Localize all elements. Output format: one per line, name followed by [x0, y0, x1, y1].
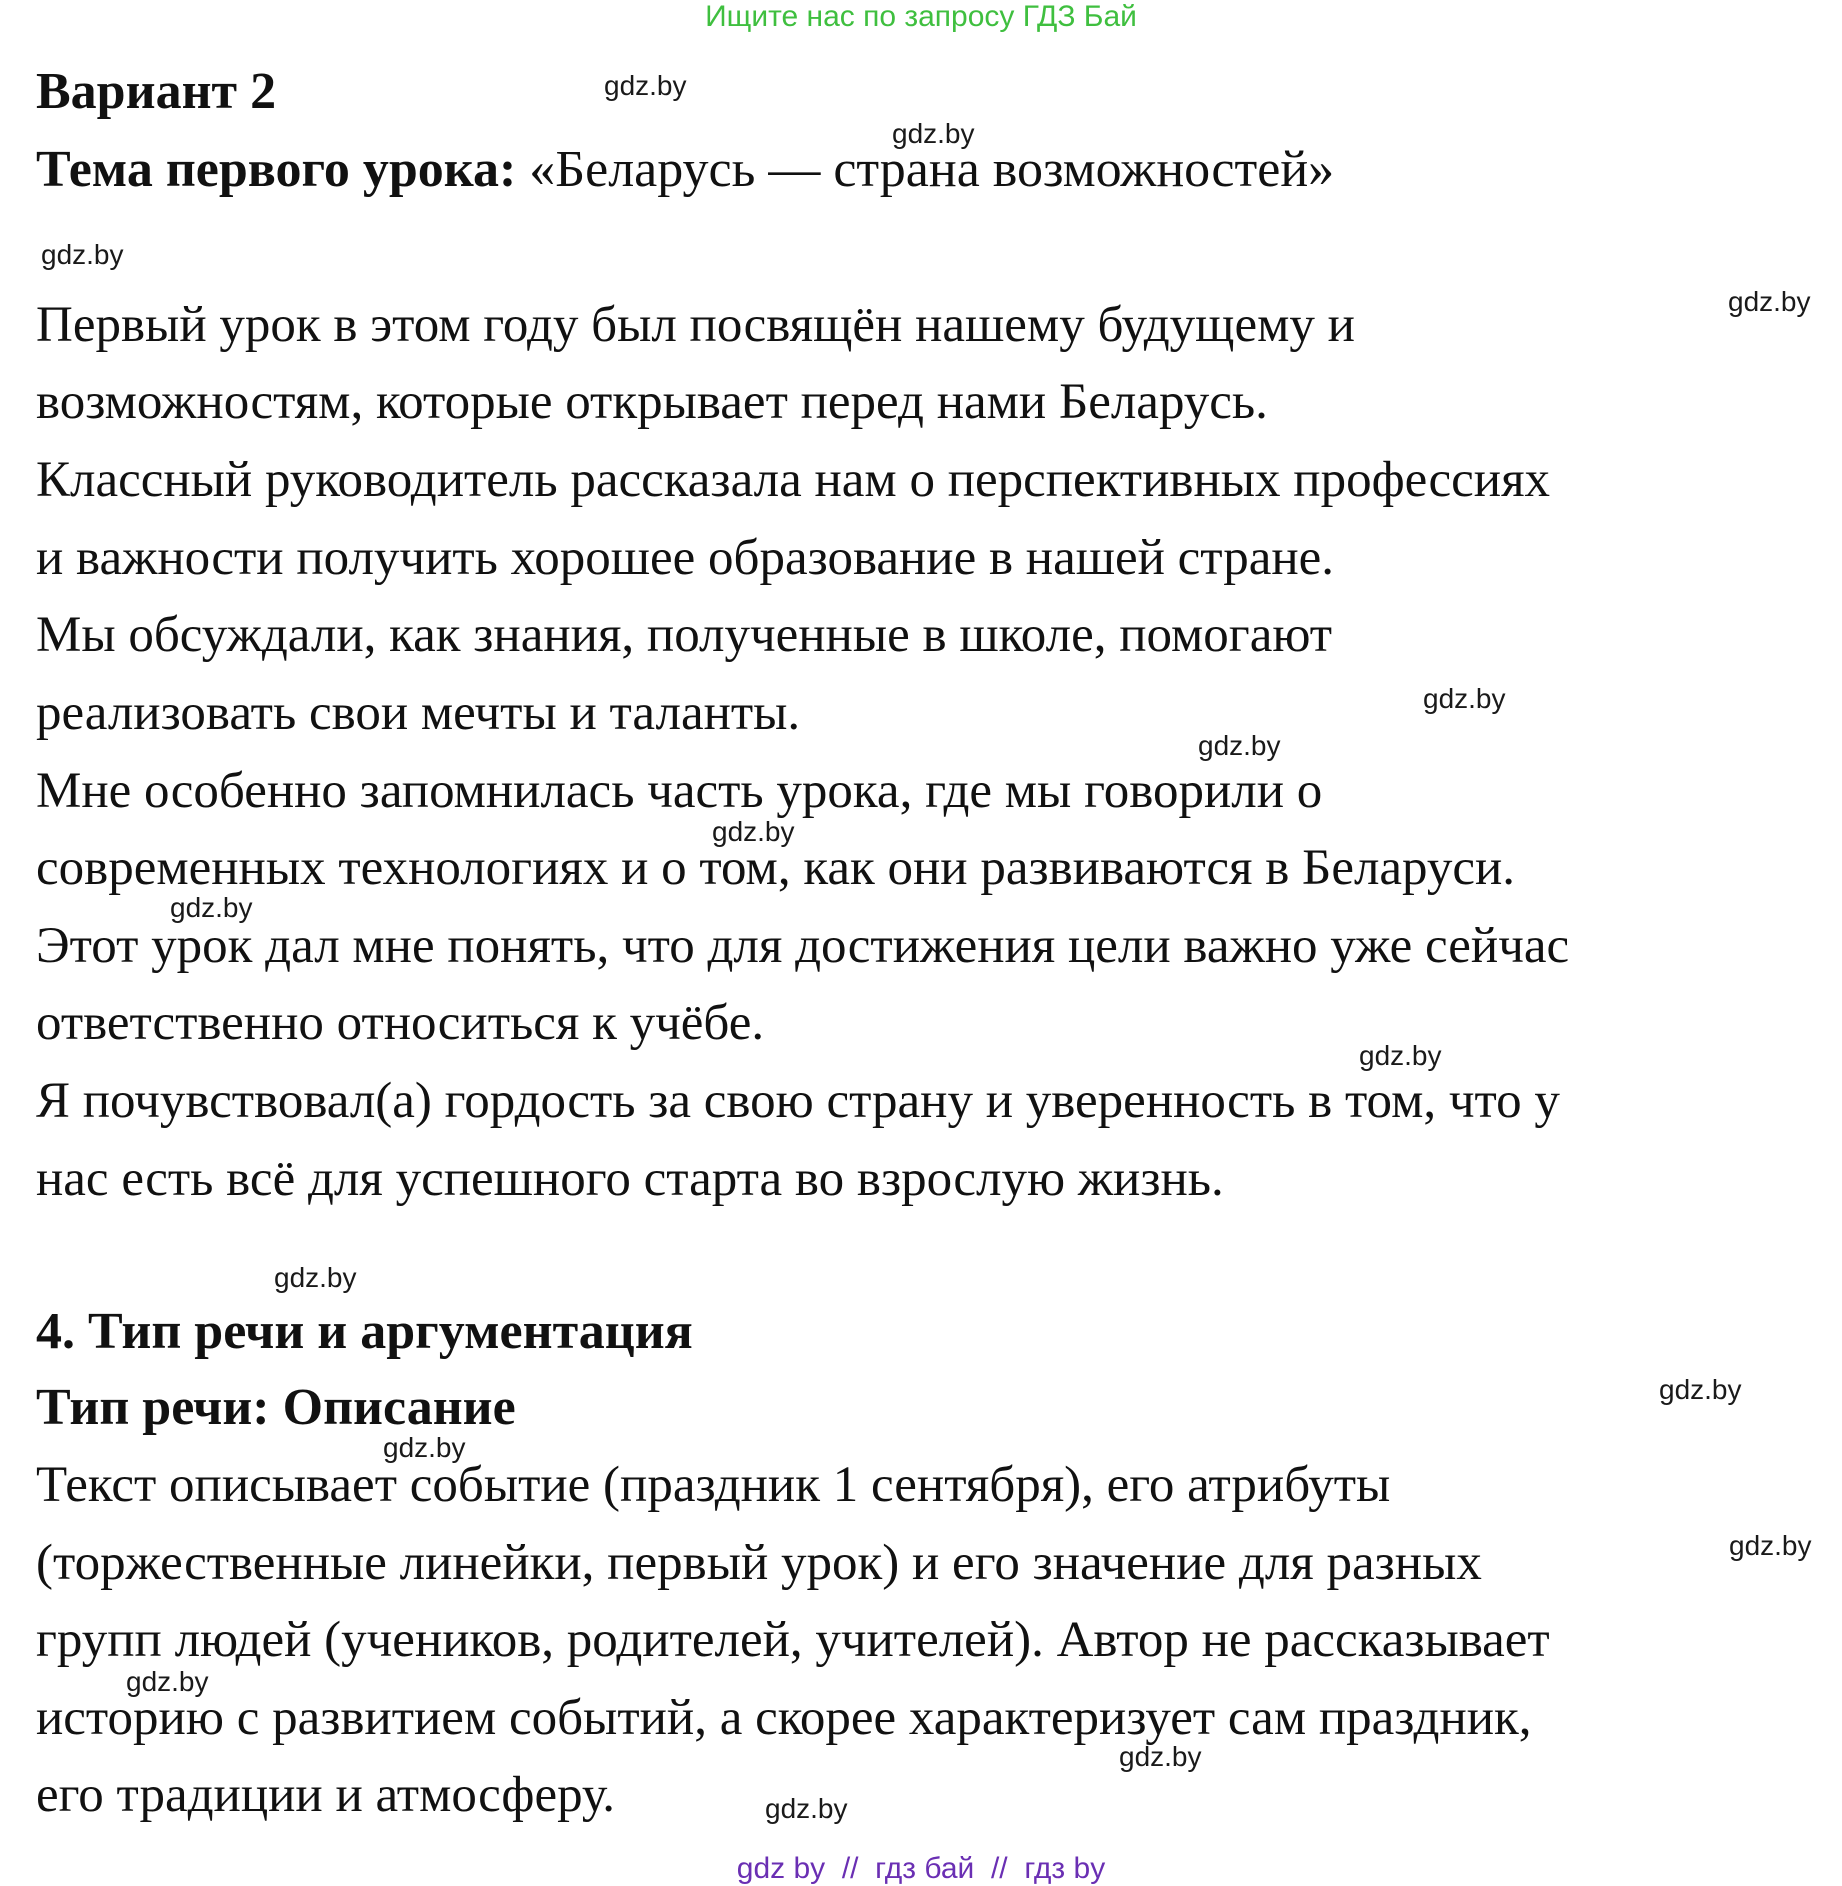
watermark: gdz.by	[41, 239, 124, 270]
description-line: Текст описывает событие (праздник 1 сентября), его атрибуты	[36, 1457, 1391, 1513]
watermark: gdz.by	[1729, 1530, 1812, 1561]
section-4-title: 4. Тип речи и аргументация	[36, 1303, 693, 1360]
watermark: gdz.by	[1359, 1040, 1442, 1071]
body-line: ответственно относиться к учёбе.	[36, 995, 765, 1051]
body-line: реализовать свои мечты и таланты.	[36, 685, 801, 741]
lesson-topic	[36, 140, 1334, 199]
top-banner: Ищите нас по запросу ГДЗ Бай	[705, 0, 1137, 33]
speech-type-heading: Тип речи: Описание	[36, 1379, 516, 1436]
watermark: gdz.by	[1198, 730, 1281, 761]
watermark: gdz.by	[1728, 286, 1811, 317]
watermark: gdz.by	[712, 816, 795, 847]
watermark: gdz.by	[1119, 1741, 1202, 1772]
variant-title: Вариант 2	[36, 63, 277, 120]
watermark: gdz.by	[170, 892, 253, 923]
footer-links: gdz by // гдз бай // гдз by	[736, 1852, 1106, 1885]
lesson-topic-label: Тема первого урока:	[36, 141, 517, 198]
watermark: gdz.by	[1659, 1374, 1742, 1405]
body-line: и важности получить хорошее образование в нашей стране.	[36, 530, 1335, 586]
body-line: нас есть всё для успешного старта во взрослую жизнь.	[36, 1151, 1224, 1207]
body-line: Мне особенно запомнилась часть урока, где мы говорили о	[36, 763, 1323, 819]
watermark: gdz.by	[1423, 683, 1506, 714]
description-line: (торжественные линейки, первый урок) и его значение для разных	[36, 1535, 1482, 1591]
body-line: Я почувствовал(а) гордость за свою страну и уверенность в том, что у	[36, 1073, 1560, 1129]
body-line: Этот урок дал мне понять, что для достижения цели важно уже сейчас	[36, 918, 1570, 974]
body-line: возможностям, которые открывает перед нами Беларусь.	[36, 374, 1268, 430]
lesson-topic-value: «Беларусь — страна возможностей»	[529, 141, 1335, 198]
body-line: Классный руководитель рассказала нам о перспективных профессиях	[36, 452, 1551, 508]
body-line: Первый урок в этом году был посвящён нашему будущему и	[36, 297, 1355, 353]
description-line: его традиции и атмосферу.	[36, 1767, 616, 1823]
watermark: gdz.by	[765, 1793, 848, 1824]
watermark: gdz.by	[892, 118, 975, 149]
description-line: групп людей (учеников, родителей, учителей). Автор не рассказывает	[36, 1612, 1550, 1668]
watermark: gdz.by	[274, 1262, 357, 1293]
description-line: историю с развитием событий, а скорее характеризует сам праздник,	[36, 1690, 1532, 1746]
watermark: gdz.by	[126, 1666, 209, 1697]
body-line: Мы обсуждали, как знания, полученные в школе, помогают	[36, 607, 1333, 663]
watermark: gdz.by	[383, 1432, 466, 1463]
body-line: современных технологиях и о том, как они развиваются в Беларуси.	[36, 840, 1516, 896]
watermark: gdz.by	[604, 70, 687, 101]
